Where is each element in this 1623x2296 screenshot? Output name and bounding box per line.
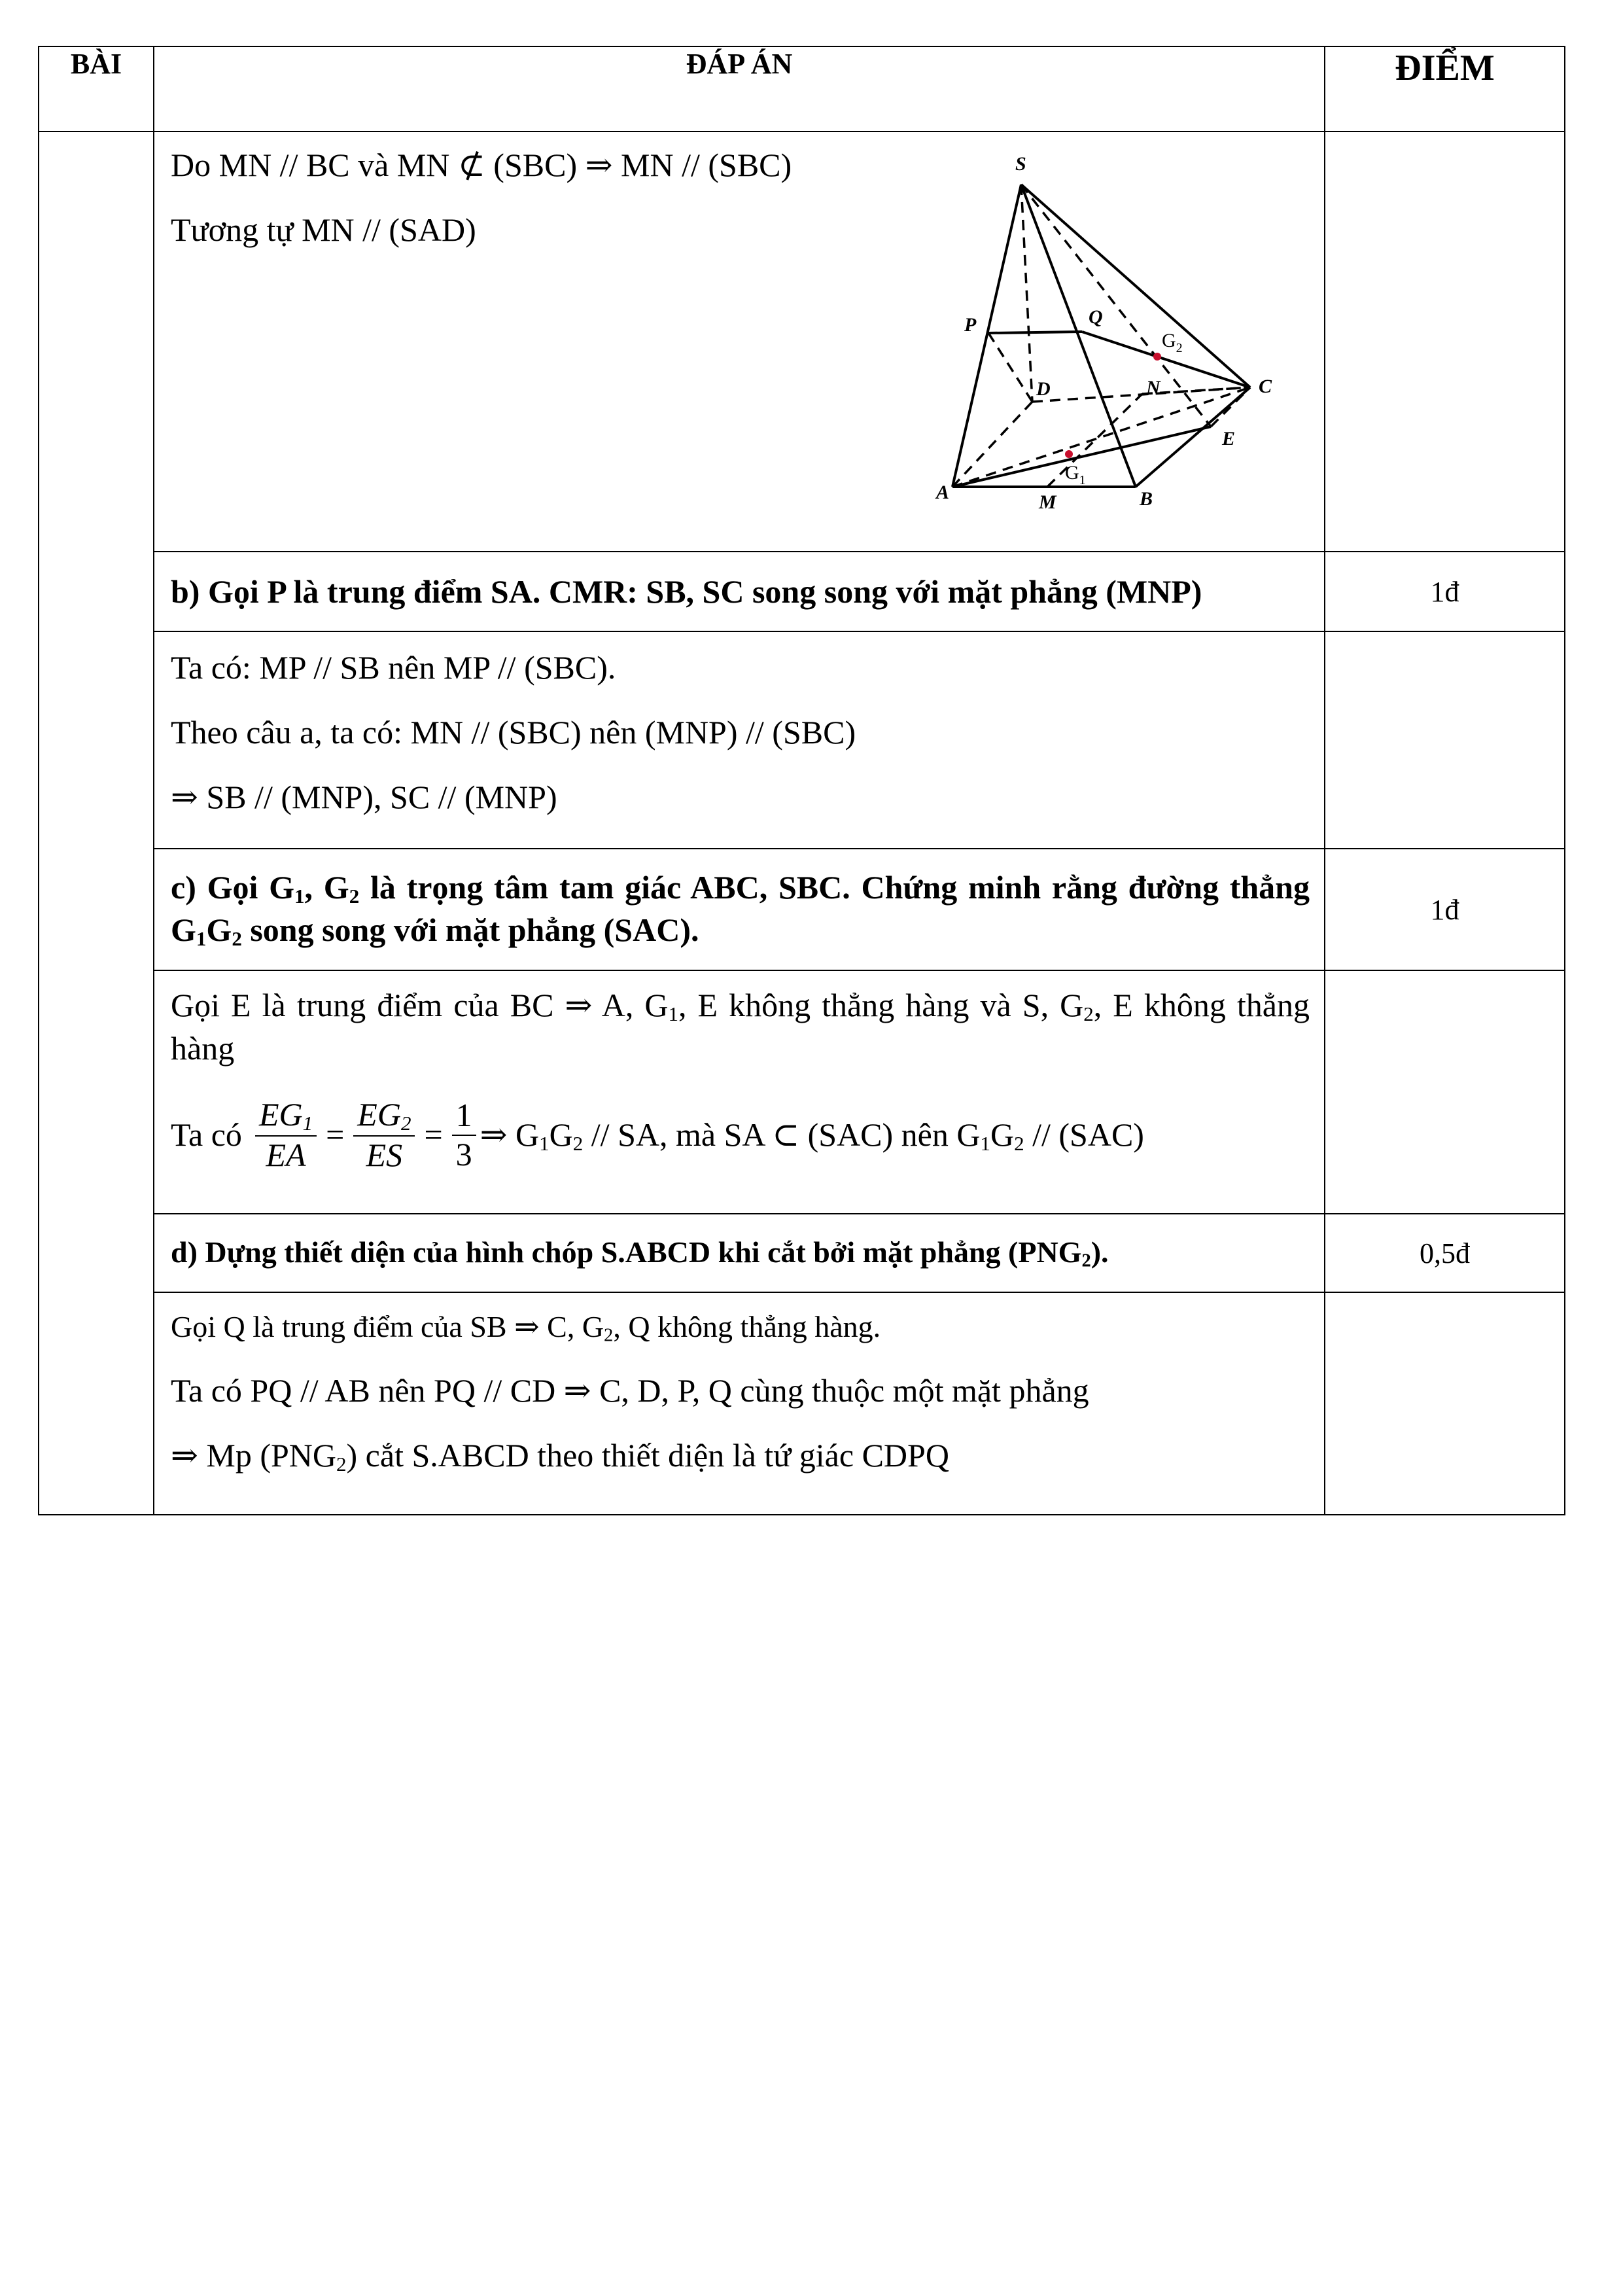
fraction-eg1-ea: $\frac{EG_1}{EA}$ — [255, 1096, 317, 1174]
part-d-line-1: Gọi Q là trung điểm của SB ⇒ C, $G_2$, Q không thẳng hàng. — [171, 1310, 881, 1346]
header-bai: BÀI — [39, 46, 154, 132]
label-N: N — [1146, 377, 1161, 398]
part-b-line-2: Theo câu a, ta có: MN // (SBC) nên (MNP) // (SBC) — [171, 714, 856, 751]
row-part-d-question — [39, 1214, 1565, 1292]
part-b-answer-cell — [154, 631, 1325, 849]
header-row — [39, 46, 1565, 132]
part-c-line-2: Ta có $\frac{EG_1}{EA}$ = $\frac{EG_2}{ES}$ = $\frac{1}{3}$ ⇒ $G_1G_2$ // SA, mà SA ⊂ (SAC) nên $G_1G_2 // (SAC)$ — [171, 1096, 1144, 1173]
label-B: B — [1140, 488, 1153, 510]
pyramid-figure — [822, 152, 1280, 544]
part-d-answer-points — [1325, 1292, 1565, 1515]
header-diem: ĐIỂM — [1325, 46, 1565, 132]
row-part-b-question — [39, 552, 1565, 631]
part-a-line-2: Tương tự MN // (SAD) — [171, 211, 476, 248]
part-b-answer-points — [1325, 631, 1565, 849]
part-c-question: c) Gọi $G_1$, $G_2$ là trọng tâm tam giác ABC, SBC. Chứng minh rằng đường thẳng $G_1G_2$ song song với mặt phẳng (SAC). — [171, 869, 1310, 950]
part-c-answer-cell — [154, 970, 1325, 1214]
part-c-answer-points — [1325, 970, 1565, 1214]
part-a-points-cell — [1325, 132, 1565, 552]
fraction-one-third: $\frac{1}{3}$ — [452, 1097, 476, 1173]
label-G2: $G_2$ — [1162, 330, 1183, 355]
part-d-line-2: Ta có PQ // AB nên PQ // CD ⇒ C, D, P, Q cùng thuộc một mặt phẳng — [171, 1372, 1089, 1409]
part-c-question-cell — [154, 849, 1325, 970]
part-b-points: 1đ — [1325, 552, 1565, 631]
label-G1: $G_1$ — [1065, 462, 1086, 487]
row-part-c-question — [39, 849, 1565, 970]
edge-SA — [952, 185, 1021, 487]
label-Q: Q — [1089, 306, 1103, 328]
row-part-c-answer — [39, 970, 1565, 1214]
part-c-line-1: Gọi E là trung điểm của BC ⇒ A, $G_1$, E không thẳng hàng và S, $G_2$, E không thẳng hàng — [171, 987, 1310, 1067]
label-S: S — [1015, 153, 1026, 175]
label-D: D — [1036, 378, 1051, 400]
label-C: C — [1259, 376, 1272, 397]
bai-cell — [39, 132, 154, 1515]
label-A: A — [936, 482, 950, 503]
label-E: E — [1222, 428, 1236, 450]
part-a-answer-cell — [154, 132, 1325, 552]
point-G2 — [1153, 353, 1161, 361]
point-G1 — [1065, 450, 1073, 458]
answer-table — [38, 46, 1565, 1515]
part-d-question-cell — [154, 1214, 1325, 1292]
part-a-line-1: Do MN // BC và MN ⊄ (SBC) ⇒ MN // (SBC) — [171, 147, 792, 183]
label-P: P — [964, 314, 977, 336]
row-part-b-answer — [39, 631, 1565, 849]
row-part-d-answer — [39, 1292, 1565, 1515]
segment-PQ — [988, 332, 1082, 333]
segment-PD — [988, 333, 1032, 402]
part-b-question: b) Gọi P là trung điểm SA. CMR: SB, SC song song với mặt phẳng (MNP) — [171, 573, 1202, 610]
segment-AC — [952, 387, 1250, 487]
part-d-points: 0,5đ — [1325, 1214, 1565, 1292]
row-part-a — [39, 132, 1565, 552]
part-c-points: 1đ — [1325, 849, 1565, 970]
edge-SB — [1021, 185, 1136, 487]
part-d-question: d) Dựng thiết diện của hình chóp S.ABCD khi cắt bởi mặt phẳng $(PNG_2)$. — [171, 1235, 1109, 1271]
part-d-line-3: ⇒ Mp $(PNG_2)$ cắt S.ABCD theo thiết diện là tứ giác CDPQ — [171, 1437, 949, 1476]
header-dap-an: ĐÁP ÁN — [154, 46, 1325, 132]
label-M: M — [1039, 491, 1056, 513]
fraction-eg2-es: $\frac{EG_2}{ES}$ — [353, 1096, 415, 1174]
edge-SC — [1021, 185, 1250, 387]
part-b-line-1: Ta có: MP // SB nên MP // (SBC). — [171, 649, 616, 686]
part-d-answer-cell — [154, 1292, 1325, 1515]
part-b-question-cell — [154, 552, 1325, 631]
edge-SD — [1021, 185, 1032, 402]
part-b-line-3: ⇒ SB // (MNP), SC // (MNP) — [171, 779, 557, 815]
